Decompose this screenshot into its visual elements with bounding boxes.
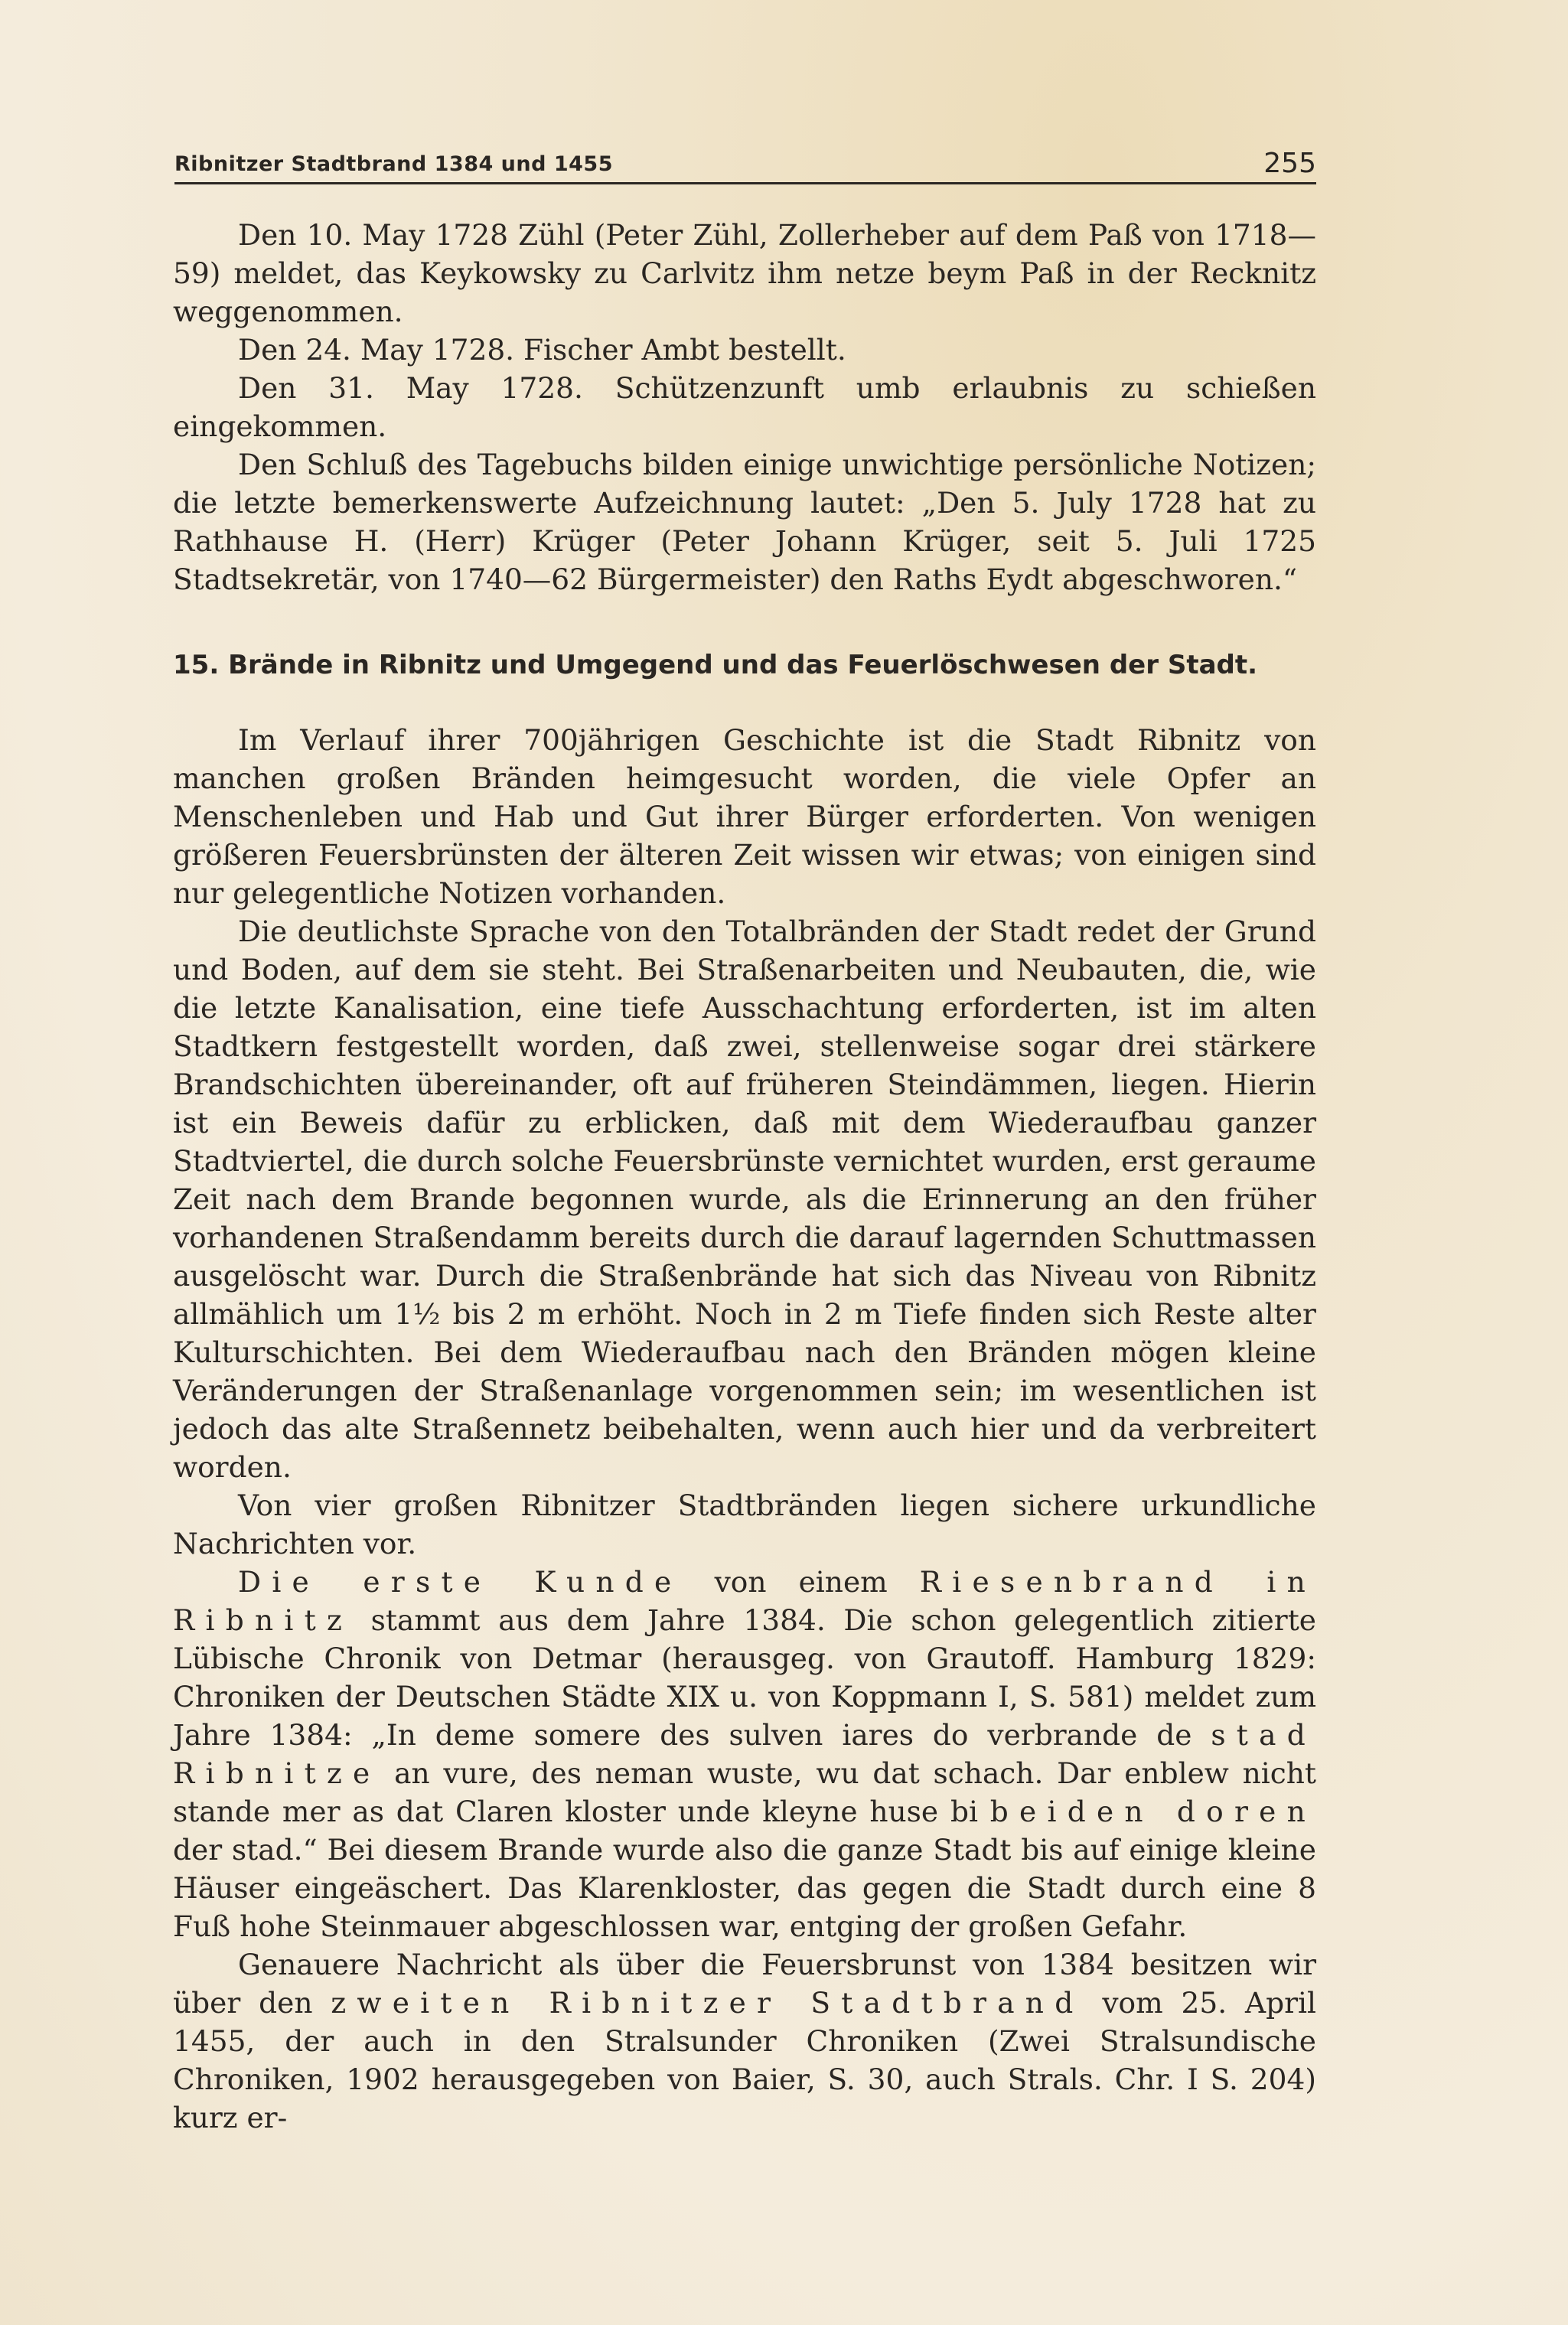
paragraph: Den 31. May 1728. Schützenzunft umb erlaubnis zu schießen eingekommen. [173,371,1316,443]
page-number: 255 [1263,148,1316,179]
section-heading: 15. Brände in Ribnitz und Umgegend und das Feuerlöschwesen der Stadt. [173,650,1258,680]
text-run: an vure, des neman wuste, wu dat schach. Dar enblew nicht stande mer as dat Claren kloster unde kleyne huse bi [173,1756,1316,1828]
text-run: der stad.“ Bei diesem Brande wurde also die ganze Stadt bis auf einige kleine Häuser eingeäschert. Das Klarenkloster, das gegen die Stadt durch eine 8 Fuß hohe Steinmauer abgeschlossen war, entging der großen Gefahr. [173,1833,1316,1943]
text-run: von einem [682,1565,920,1599]
page-header [174,144,1316,182]
header-rule [174,182,1316,184]
paragraph-first-fire [173,1563,1316,1945]
paragraph: Den Schluß des Tagebuchs bilden einige unwichtige persönliche Notizen; die letzte bemerkenswerte Aufzeichnung lautet: „Den 5. July 1728 hat zu Rathhause H. (Herr) Krüger (Peter Johann Krüger, seit 5. Juli 1725 Stadtsekretär, von 1740—62 Bürgermeister) den Raths Eydt abgeschworen.“ [173,448,1316,596]
paragraph-second-fire [173,1945,1316,2137]
paragraph: Den 10. May 1728 Zühl (Peter Zühl, Zollerheber auf dem Paß von 1718—59) meldet, das Keykowsky zu Carlvitz ihm netze beym Paß in der Recknitz weggenommen. [173,218,1316,328]
paragraph: Den 24. May 1728. Fischer Ambt bestellt. [238,333,846,367]
paragraph: Die deutlichste Sprache von den Totalbränden der Stadt redet der Grund und Boden, auf dem sie steht. Bei Straßenarbeiten und Neubauten, die, wie die letzte Kanalisation, eine tiefe Ausschachtung erforderten, ist im alten Stadtkern festgestellt worden, daß zwei, stellenweise sogar drei stärkere Brandschichten übereinander, oft auf früheren Steindämmen, liegen. Hierin ist ein Beweis dafür zu erblicken, daß mit dem Wiederaufbau ganzer Stadtviertel, die durch solche Feuersbrünste vernichtet wurden, erst geraume Zeit nach dem Brande begonnen wurde, als die Erinnerung an den früher vorhandenen Straßendamm bereits durch die darauf lagernden Schuttmassen ausgelöscht war. Durch die Straßenbrände hat sich das Niveau von Ribnitz allmählich um 1½ bis 2 m erhöht. Noch in 2 m Tiefe finden sich Reste alter Kulturschichten. Bei dem Wiederaufbau nach den Bränden mögen kleine Veränderungen der Straßenanlage vorgenommen sein; im wesentlichen ist jedoch das alte Straßennetz beibehalten, wenn auch hier und da verbreitert worden. [173,915,1316,1484]
running-title: Ribnitzer Stadtbrand 1384 und 1455 [174,152,613,176]
spaced-emphasis: stad Ribnitze [173,1718,1316,1790]
spaced-emphasis: Riesenbrand in Ribnitz [173,1565,1316,1637]
spaced-emphasis: beiden doren [989,1795,1317,1828]
paragraph: Von vier großen Ribnitzer Stadtbränden liegen sichere urkundliche Nachrichten vor. [173,1489,1316,1560]
paragraph: Im Verlauf ihrer 700jährigen Geschichte ist die Stadt Ribnitz von manchen großen Bränden heimgesucht worden, die viele Opfer an Menschenleben und Hab und Gut ihrer Bürger erforderten. Von wenigen größeren Feuersbrünsten der älteren Zeit wissen wir etwas; von einigen sind nur gelegentliche Notizen vorhanden. [173,723,1316,910]
text-run: stammt aus dem Jahre 1384. Die schon gelegentlich zitierte Lübische Chronik von Detmar (herausgeg. von Grautoff. Hamburg 1829: Chroniken der Deutschen Städte XIX u. von Koppmann I, S. 581) meldet zum Jahre 1384: „In deme somere des sulven iares do verbrande de [173,1603,1316,1752]
text-run: vom 25. April 1455, der auch in den Stralsunder Chroniken (Zwei Stralsundische Chroniken, 1902 herausgegeben von Baier, S. 30, auch Strals. Chr. I S. 204) kurz er- [173,1986,1317,2134]
spaced-emphasis: zweiten Ribnitzer Stadtbrand [331,1986,1084,2020]
text-run: Genauere Nachricht als über die Feuersbrunst von 1384 besitzen wir über den [173,1948,1316,2020]
spaced-emphasis: Die erste Kunde [238,1565,683,1599]
page-body [173,216,1316,2137]
